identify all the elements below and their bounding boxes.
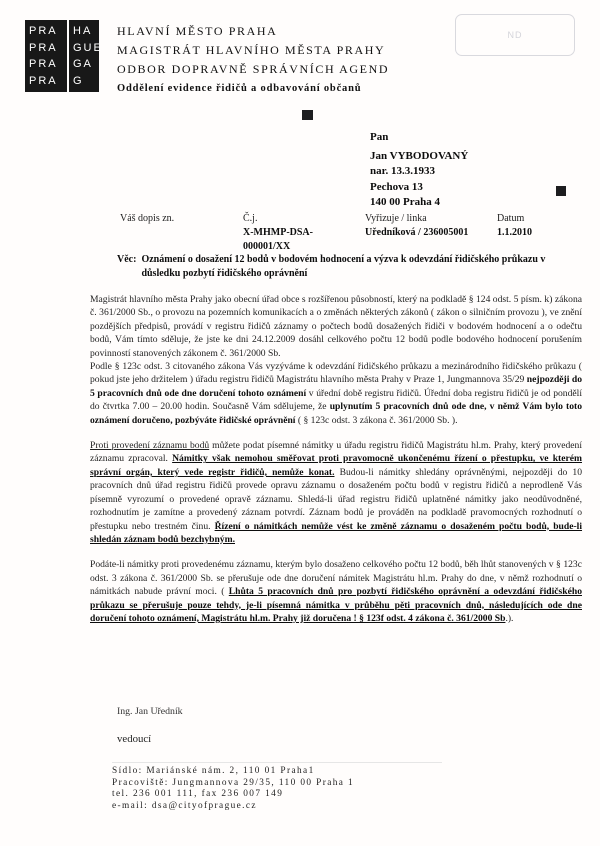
faint-stamp [455, 14, 575, 56]
letterhead-department: Oddělení evidence řidičů a odbavování občanů [117, 83, 362, 94]
subject-line [117, 253, 573, 280]
letterhead [117, 22, 389, 98]
paragraph-3: Proti provedení záznamu bodů můžete podat písemné námitky u úřadu registru řidičů Magistrátu hl.m. Prahy, který provedení záznamu zpracoval. Námitky však nemohou směřovat proti pravomocně ukončenému řízení o přestupku, ve kterém správní orgán, který vede registr řidičů, nemůže konat. Budou-li námitky shledány oprávněnými, nejpozději do 10 pracovních dnů úřad registru řidičů provede opravu záznamu o dosaženém počtu bodů v registru řidičů a neprodleně Vás písemně vyrozumí o provedené opravě záznamu. Shledá-li úřad registru řidičů uplatněné námitky jako neodůvodněné, rozhodnutím je zamítne a provedený záznam potvrdí. Záznam bodů je prováděn na podkladě pravomocných rozhodnutí o přestupku nebo trestném činu. Řízení o námitkách nemůže vést ke změně záznamu o dosaženém počtu bodů, bude-li shledán záznam bodů bezchybným. [90, 440, 583, 545]
date-label: Datum [497, 213, 525, 224]
file-number-value: 000001/XX [243, 241, 291, 252]
file-number-column [243, 212, 358, 254]
paragraph-1: Magistrát hlavního města Prahy jako obecní úřad obce s rozšířenou působností, který na podkladě § 124 odst. 5 písm. k) zákona č. 361/2000 Sb., o provozu na pozemních komunikacích a o změnách některých zákonů ( zákon o silničním provozu ), ve znění pozdějších předpisů, provádí v registru řidičů záznamy o počtech bodů dosažených řidiči v bodovém hodnocení a o odečtu bodů, Vám tímto sděluje, že jste ke dni 24.12.2009 dosáhl celkového počtu 12 bodů podle bodového hodnocení porušením povinností stanovených zákonem č. 361/2000 Sb. [90, 294, 582, 359]
handler-column [365, 212, 497, 240]
letterhead-line: MAGISTRÁT HLAVNÍHO MĚSTA PRAHY [117, 43, 386, 57]
logo-row-text: PRA [29, 25, 58, 37]
date-value: 1.1.2010 [497, 227, 532, 238]
stamp-text: ND [507, 30, 523, 40]
footer-phone-line: tel. 236 001 111, fax 236 007 149 [112, 789, 284, 800]
recipient-street: Pechova 13 [370, 180, 423, 193]
footer-contact-block [112, 762, 442, 813]
handler-value: Uředníková / 236005001 [365, 227, 469, 238]
file-number-label: Č.j. [243, 213, 258, 224]
footer-office-line: Pracoviště: Jungmannova 29/35, 110 00 Praha 1 [112, 777, 355, 788]
footer-email-line: e-mail: dsa@cityofprague.cz [112, 801, 257, 812]
paragraph-2: Podle § 123c odst. 3 citovaného zákona Vás vyzýváme k odevzdání řidičského průkazu a mezinárodního řidičského průkazu ( pokud jste jeho držitelem ) úřadu registru řidičů Magistrátu hlavního města Prahy v Praze 1, Jungmannova 35/29 nejpozději do 5 pracovních dnů ode dne doručení tohoto oznámení v úřední době registru řidičů. Úřední doba registru řidičů je od pondělí do čtvrtka 7.00 – 20.00 hodin. Současně Vám sdělujeme, že uplynutím 5 pracovních dnů ode dne, v němž Vám bylo toto oznámení doručeno, pozbýváte řidičské oprávnění ( § 123c odst. 3 zákona č. 361/2000 Sb. ). [90, 361, 582, 426]
paragraph-4: Podáte-li námitky proti provedenému záznamu, kterým bylo dosaženo celkového počtu 12 bodů, běh lhůt stanovených v § 123c odst. 3 zákona č. 361/2000 Sb. se přerušuje ode dne doručení námitek Magistrátu hl.m. Prahy do dne, v němž rozhodnutí o námitkách nabude právní moci. ( Lhůta 5 pracovních dnů pro pozbytí řidičského oprávnění a odevzdání řidičského průkazu se přerušuje pouze tehdy, je-li písemná námitka v průběhu pěti pracovních dnů, následujících ode dne doručení tohoto oznámení, Magistrátu hl.m. Prahy již doručena ! § 123f odst. 4 zákona č. 361/2000 Sb.). [90, 559, 582, 624]
praha-logo-right-column [69, 20, 103, 92]
logo-row-text: GUE [73, 41, 103, 54]
handler-label: Vyřizuje / linka [365, 213, 427, 224]
subject-text: Oznámení o dosažení 12 bodů v bodovém hodnocení a výzva k odevzdání řidičského průkazu v důsledku pozbytí řidičského oprávnění [141, 254, 546, 279]
your-reference-label: Váš dopis zn. [120, 213, 175, 224]
logo-row-text: PRA [29, 41, 58, 54]
recipient-address [370, 130, 468, 211]
signature-name: Ing. Jan Uředník [117, 706, 183, 717]
recipient-salutation: Pan [370, 131, 389, 143]
subject-label: Věc: [117, 254, 137, 265]
letterhead-line: ODBOR DOPRAVNĚ SPRÁVNÍCH AGEND [117, 62, 390, 76]
fold-mark [556, 186, 566, 196]
logo-row-text: G [73, 74, 84, 87]
recipient-birthdate: nar. 13.3.1933 [370, 165, 435, 177]
recipient-name: Jan VYBODOVANÝ [370, 149, 469, 162]
date-column [497, 212, 532, 240]
recipient-city: 140 00 Praha 4 [370, 196, 440, 208]
letter-body [90, 293, 582, 625]
footer-seat-line: Sídlo: Mariánské nám. 2, 110 01 Praha1 [112, 766, 315, 776]
logo-row-text: GA [73, 58, 93, 70]
logo-row-text: PRA [29, 58, 58, 70]
letterhead-line: HLAVNÍ MĚSTO PRAHA [117, 24, 278, 38]
signature-title: vedoucí [117, 733, 152, 745]
file-number-value: X-MHMP-DSA- [243, 227, 313, 238]
fold-mark [302, 110, 313, 120]
your-reference-column [120, 212, 174, 226]
logo-row-text: HA [73, 25, 93, 37]
praha-logo-left-column [25, 20, 67, 92]
logo-row-text: PRA [29, 74, 58, 87]
praha-logo [25, 20, 103, 92]
